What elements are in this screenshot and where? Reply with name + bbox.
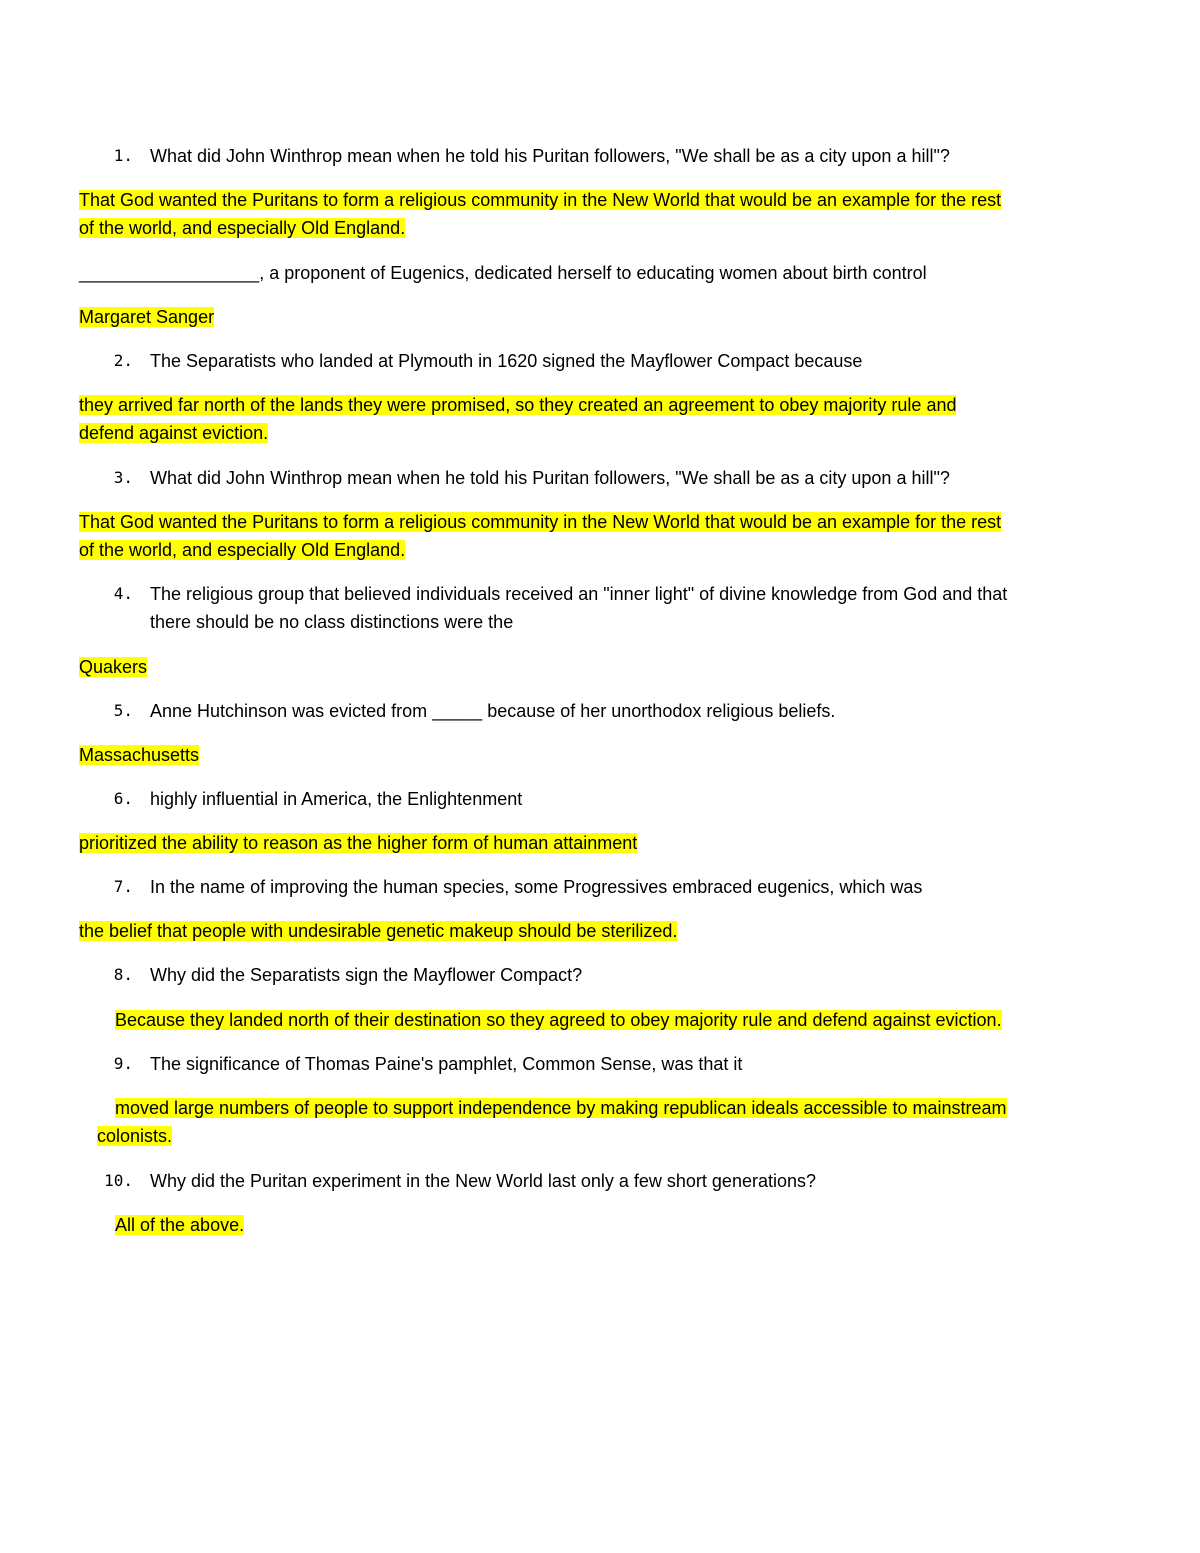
highlighted-answer: prioritized the ability to reason as the higher form of human attainment [79,833,638,853]
question-text: Why did the Separatists sign the Mayflower Compact? [150,965,583,985]
highlighted-answer: Because they landed north of their destination so they agreed to obey majority rule and defend against eviction. [115,1010,1002,1030]
answer-1-line-2 [79,214,405,242]
answer-9-line-1 [115,1094,1007,1122]
answer-4 [79,653,147,681]
answer-3-line-2 [79,536,405,564]
question-text: Why did the Puritan experiment in the New World last only a few short generations? [150,1171,816,1191]
answer-6 [79,829,637,857]
answer-7 [79,917,677,945]
highlighted-answer: the belief that people with undesirable genetic makeup should be sterilized. [79,921,678,941]
question-number: 5. [113,701,133,720]
highlighted-answer: defend against eviction. [79,423,269,443]
fill-in-answer [79,303,214,331]
answer-8 [115,1006,1002,1034]
answer-2-line-1 [79,391,956,419]
question-text: The significance of Thomas Paine's pamphlet, Common Sense, was that it [150,1054,743,1074]
answer-3-line-1 [79,508,1001,536]
highlighted-answer: of the world, and especially Old England. [79,540,406,560]
question-number: 7. [113,877,133,896]
question-text: In the name of improving the human species, some Progressives embraced eugenics, which was [150,877,923,897]
question-number: 1. [113,146,133,165]
highlighted-answer: That God wanted the Puritans to form a religious community in the New World that would be an example for the rest [79,512,1002,532]
question-number: 4. [113,584,133,603]
answer-2-line-2 [79,419,268,447]
fill-in-question [79,259,927,287]
question-text: there should be no class distinctions were the [150,612,514,632]
question-number: 3. [113,468,133,487]
highlighted-answer: colonists. [97,1126,173,1146]
highlighted-answer: moved large numbers of people to support independence by making republican ideals accessible to mainstream [115,1098,1007,1118]
question-number: 10. [104,1171,133,1190]
question-number: 8. [113,965,133,984]
question-text: What did John Winthrop mean when he told his Puritan followers, "We shall be as a city upon a hill"? [150,146,950,166]
question-text: __________________, a proponent of Eugenics, dedicated herself to educating women about birth control [79,263,927,283]
answer-9-line-2 [97,1122,172,1150]
highlighted-answer: That God wanted the Puritans to form a religious community in the New World that would be an example for the rest [79,190,1002,210]
highlighted-answer: All of the above. [115,1215,245,1235]
question-number: 2. [113,351,133,370]
question-text: highly influential in America, the Enlightenment [150,789,523,809]
question-text: Anne Hutchinson was evicted from _____ because of her unorthodox religious beliefs. [150,701,836,721]
question-number: 9. [113,1054,133,1073]
highlighted-answer: they arrived far north of the lands they were promised, so they created an agreement to obey majority rule and [79,395,957,415]
answer-1-line-1 [79,186,1001,214]
highlighted-answer: Quakers [79,657,148,677]
highlighted-answer: Massachusetts [79,745,200,765]
answer-10 [115,1211,244,1239]
question-number: 6. [113,789,133,808]
question-text: The religious group that believed individuals received an "inner light" of divine knowledge from God and that [150,584,1008,604]
question-text: The Separatists who landed at Plymouth in 1620 signed the Mayflower Compact because [150,351,863,371]
highlighted-answer: Margaret Sanger [79,307,215,327]
question-text: What did John Winthrop mean when he told his Puritan followers, "We shall be as a city upon a hill"? [150,468,950,488]
highlighted-answer: of the world, and especially Old England. [79,218,406,238]
answer-5 [79,741,199,769]
